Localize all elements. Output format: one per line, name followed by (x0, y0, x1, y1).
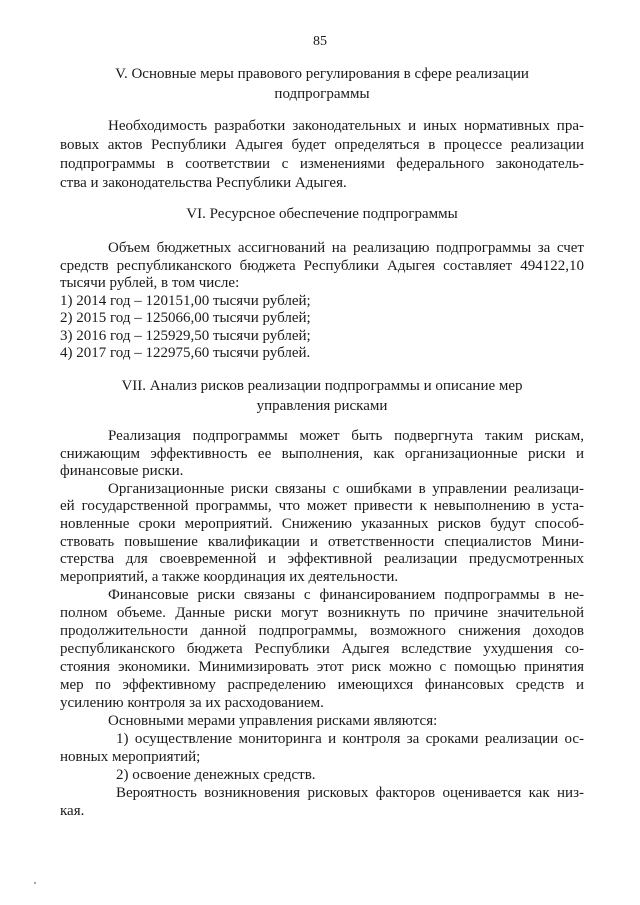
section-vi-heading (60, 204, 584, 224)
text-line: новленные сроки мероприятий. Снижению указанных рисков будут способ- (60, 515, 584, 532)
section-vii-text (60, 428, 584, 586)
text-line: кая. (60, 803, 85, 819)
text-line: 1) осуществление мониторинга и контроля за сроками реализации ос- (116, 731, 584, 747)
scan-speck (34, 882, 36, 884)
budget-list-item: 1) 2014 год – 120151,00 тысячи рублей; (60, 292, 311, 309)
text-line: вовых актов Республики Адыгея будет определяться в процессе реализации (60, 137, 584, 153)
page-number: 85 (313, 34, 327, 49)
text-line: республиканского бюджета Республики Адыгея вследствие ухудшения со- (60, 641, 584, 657)
section-v-heading-line: V. Основные меры правового регулирования в сфере реализации (115, 66, 529, 82)
text-line: стерства для своевременной и эффективной реализации предусмотренных (60, 551, 584, 568)
text-line: финансовые риски. (60, 463, 184, 480)
text-line: стояния экономики. Минимизировать этот риск можно с помощью принятия (60, 659, 584, 675)
text-line: Необходимость разработки законодательных и иных нормативных пра- (108, 118, 584, 134)
text-line: полном объеме. Данные риски могут возникнуть по причине значительной (60, 605, 584, 621)
text-line: Вероятность возникновения рисковых факторов оценивается как низ- (116, 785, 584, 801)
text-line: продолжительности данной подпрограммы, возможного снижения доходов (60, 623, 584, 639)
text-line: Объем бюджетных ассигнований на реализацию подпрограммы за счет (108, 240, 584, 256)
text-line: тысячи рублей, в том числе: (60, 275, 240, 291)
budget-list-item: 3) 2016 год – 125929,50 тысячи рублей; (60, 327, 311, 344)
budget-list-item: 2) 2015 год – 125066,00 тысячи рублей; (60, 310, 311, 326)
text-line: мероприятий, а также координация их деятельности. (60, 568, 399, 585)
section-vii-heading-line: управления рисками (256, 398, 388, 414)
text-line: усилению контроля за их расходованием. (60, 695, 324, 711)
section-v-heading (60, 64, 584, 104)
section-vi-paragraph (60, 240, 584, 363)
text-line: мер по эффективному распределению имеющихся финансовых средств и (60, 677, 584, 693)
text-line: новных мероприятий; (60, 749, 201, 765)
budget-list-item: 4) 2017 год – 122975,60 тысячи рублей. (60, 345, 311, 361)
text-line: Основными мерами управления рисками являются: (108, 713, 438, 729)
text-line: Финансовые риски связаны с финансированием подпрограммы в не- (108, 587, 584, 603)
section-vii-heading-line: VII. Анализ рисков реализации подпрограммы и описание мер (121, 378, 523, 394)
section-vii-heading (60, 376, 584, 416)
text-line: средств республиканского бюджета Республики Адыгея составляет 494122,10 (60, 257, 584, 274)
text-line: Реализация подпрограммы может быть подвергнута таким рискам, (108, 428, 584, 444)
section-v-paragraph (60, 117, 584, 193)
text-line: ей государственной программы, что может привести к невыполнению в уста- (60, 498, 584, 515)
text-line: подпрограммы в соответствии с изменениями федерального законодатель- (60, 156, 584, 172)
section-v-heading-line: подпрограммы (274, 86, 370, 102)
section-vi-heading-line: VI. Ресурсное обеспечение подпрограммы (186, 206, 458, 222)
text-line: ствовать повышение квалификации и ответственности специалистов Мини- (60, 533, 584, 550)
text-line: ства и законодательства Республики Адыгея. (60, 175, 347, 191)
text-line: 2) освоение денежных средств. (116, 767, 316, 783)
text-line: Организационные риски связаны с ошибками в управлении реализаци- (108, 480, 584, 497)
text-line: снижающим эффективность ее выполнения, как организационные риски и (60, 445, 584, 462)
section-vii-text (60, 586, 584, 820)
